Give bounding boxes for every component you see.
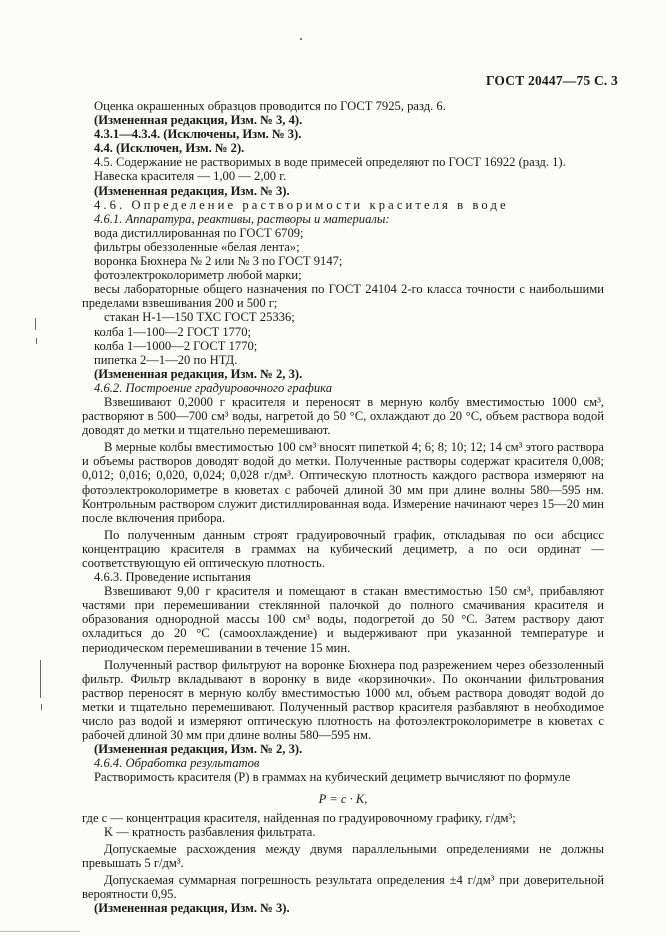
section-heading: 4.3.1—4.3.4. (Исключены, Изм. № 3). xyxy=(94,127,302,142)
amendment-note: (Измененная редакция, Изм. № 2, 3). xyxy=(94,366,303,381)
list-item: фильтры обеззоленные «белая лента»; xyxy=(94,239,300,254)
scan-mark xyxy=(36,338,37,344)
paragraph: Полученный раствор фильтруют на воронке Бюхнера под разрежением через обеззоленный фильтр. Фильтр вкладывают в воронку в виде «корзиночки». По окончании фильтрования раствор переносят в мерную колбу вместимостью 1000 мл, объем раствора доводят водой до метки и тщательно перемешивают. Полученный раствор красителя разбавляют в необходимое число раз водой и измеряют оптическую плотность на фотоэлектроколориметре в кюветах с рабочей длиной 30 мм при длине волны 580—595 нм. xyxy=(82,657,604,743)
paragraph: 4.5. Содержание не растворимых в воде примесей определяют по ГОСТ 16922 (разд. 1). xyxy=(94,155,566,170)
section-heading: 4.4. (Исключен, Изм. № 2). xyxy=(94,141,245,156)
document-body xyxy=(82,99,604,915)
scan-mark xyxy=(41,704,42,710)
amendment-note: (Измененная редакция, Изм. № 2, 3). xyxy=(94,742,303,757)
amendment-note: (Измененная редакция, Изм. № 3, 4). xyxy=(94,113,303,128)
section-heading: 4.6. Определение растворимости красителя в воде xyxy=(94,197,509,212)
scan-mark xyxy=(40,660,41,698)
subsection-heading: 4.6.3. Проведение испытания xyxy=(94,570,251,585)
amendment-note: (Измененная редакция, Изм. № 3). xyxy=(94,183,290,198)
formula-legend: K — кратность разбавления фильтрата. xyxy=(104,824,316,839)
subsection-heading: 4.6.2. Построение градуировочного графика xyxy=(94,380,333,395)
scan-speck xyxy=(300,38,302,40)
list-item: воронка Бюхнера № 2 или № 3 по ГОСТ 9147; xyxy=(94,254,343,269)
page-header: ГОСТ 20447—75 С. 3 xyxy=(485,73,618,88)
subsection-heading: 4.6.1. Аппаратура, реактивы, растворы и материалы: xyxy=(94,211,390,226)
list-item: весы лабораторные общего назначения по ГОСТ 24104 2-го класса точности с наибольшими пределами взвешивания 200 и 500 г; xyxy=(82,282,604,311)
list-item: стакан Н-1—150 ТХС ГОСТ 25336; xyxy=(104,310,295,325)
amendment-note: (Измененная редакция, Изм. № 3). xyxy=(94,901,290,916)
list-item: вода дистиллированная по ГОСТ 6709; xyxy=(94,225,304,240)
paragraph: Допускаемые расхождения между двумя параллельными определениями не должны превышать 5 г/дм³. xyxy=(82,841,604,870)
scan-edge xyxy=(0,931,80,932)
list-item: фотоэлектроколориметр любой марки; xyxy=(94,268,302,283)
subsection-heading: 4.6.4. Обработка результатов xyxy=(94,756,260,771)
paragraph: По полученным данным строят градуировочный график, откладывая по оси абсцисс концентрацию красителя в граммах на кубический дециметр, а по оси ординат — соответствующую ей оптическую плотность. xyxy=(82,527,604,570)
paragraph: Навеска красителя — 1,00 — 2,00 г. xyxy=(94,169,287,184)
paragraph: Взвешивают 0,2000 г красителя и переносят в мерную колбу вместимостью 1000 см³, растворяют в 500—700 см³ воды, нагретой до 50 °С, охлаждают до 20 °С, объем раствора водой доводят до метки и тщательно перемешивают. xyxy=(82,394,604,438)
list-item: пипетка 2—1—20 по НТД. xyxy=(94,352,238,367)
paragraph: Взвешивают 9,00 г красителя и помещают в стакан вместимостью 150 см³, прибавляют частями при перемешивании стеклянной палочкой до полного смачивания красителя и образования однородной массы 100 см³ воды, подогретой до 50 °С. Затем раствору дают охладиться до 20 °С (самоохлаждение) и выдерживают при указанной температуре и периодическом перемешивании в течение 15 мин. xyxy=(82,584,604,655)
formula: P = c · K, xyxy=(318,791,368,806)
paragraph: Растворимость красителя (Р) в граммах на кубический дециметр вычисляют по формуле xyxy=(94,770,571,785)
paragraph: В мерные колбы вместимостью 100 см³ вносят пипеткой 4; 6; 8; 10; 12; 14 см³ этого раствора и объемы растворов доводят водой до метки. Полученные растворы содержат красителя 0,008; 0,012; 0,016; 0,020, 0,024; 0,028 г/дм³. Оптическую плотность каждого раствора измеряют на фотоэлектроколориметре в кюветах с рабочей длиной 30 мм при длине волны 580—595 нм. Контрольным раствором служит дистиллированная вода. Измерение начинают через 15—20 мин после включения прибора. xyxy=(82,440,604,525)
list-item: колба 1—100—2 ГОСТ 1770; xyxy=(94,324,252,339)
list-item: колба 1—1000—2 ГОСТ 1770; xyxy=(94,338,258,353)
scan-mark xyxy=(35,318,36,330)
formula-legend: где c — концентрация красителя, найденная по градуировочному графику, г/дм³; xyxy=(82,810,516,825)
paragraph: Оценка окрашенных образцов проводится по ГОСТ 7925, разд. 6. xyxy=(94,99,446,113)
paragraph: Допускаемая суммарная погрешность результата определения ±4 г/дм³ при доверительной вероятности 0,95. xyxy=(82,872,604,902)
